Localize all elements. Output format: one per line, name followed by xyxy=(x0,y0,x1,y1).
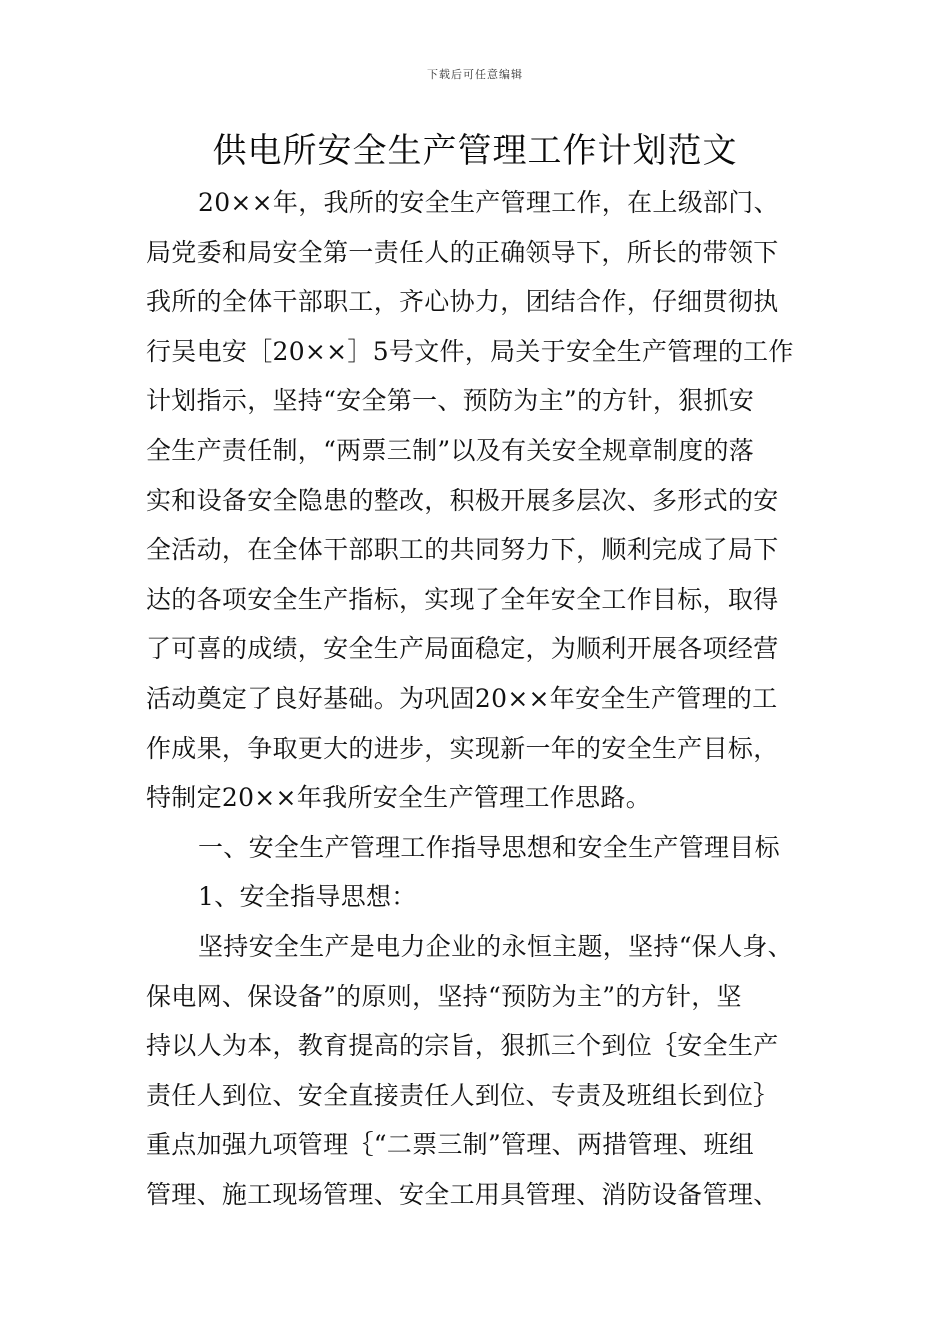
body-line: 20××年，我所的安全生产管理工作，在上级部门、 xyxy=(198,188,779,217)
body-line: 计划指示，坚持“安全第一、预防为主”的方针，狠抓安 xyxy=(146,386,755,416)
body-line: 坚持安全生产是电力企业的永恒主题，坚持“保人身、 xyxy=(198,931,793,961)
body-line: 保电网、保设备”的原则，坚持“预防为主”的方针，坚 xyxy=(146,981,742,1011)
body-line: 持以人为本，教育提高的宗旨，狠抓三个到位｛安全生产 xyxy=(146,1031,779,1061)
body-line: 作成果，争取更大的进步，实现新一年的安全生产目标， xyxy=(146,733,779,763)
body-line: 活动奠定了良好基础。为巩固20××年安全生产管理的工 xyxy=(146,683,778,713)
body-line: 我所的全体干部职工，齐心协力，团结合作，仔细贯彻执 xyxy=(146,287,779,317)
body-line: 全生产责任制，“两票三制”以及有关安全规章制度的落 xyxy=(146,435,755,465)
body-line: 责任人到位、安全直接责任人到位、专责及班组长到位｝ xyxy=(146,1080,779,1110)
body-line: 特制定20××年我所安全生产管理工作思路。 xyxy=(146,783,652,813)
document-title: 供电所安全生产管理工作计划范文 xyxy=(212,131,738,171)
body-line: 达的各项安全生产指标，实现了全年安全工作目标，取得 xyxy=(146,584,779,614)
header-note: 下载后可任意编辑 xyxy=(427,68,523,81)
body-line: 行吴电安［20××］5号文件，局关于安全生产管理的工作 xyxy=(146,336,794,366)
body-line: 重点加强九项管理｛“二票三制”管理、两措管理、班组 xyxy=(146,1130,755,1160)
subsection-heading: 1、安全指导思想： xyxy=(198,882,417,912)
body-line: 管理、施工现场管理、安全工用具管理、消防设备管理、 xyxy=(146,1179,779,1209)
body-line: 局党委和局安全第一责任人的正确领导下，所长的带领下 xyxy=(146,237,779,267)
body-line: 全活动，在全体干部职工的共同努力下，顺利完成了局下 xyxy=(146,535,779,565)
body-line: 了可喜的成绩，安全生产局面稳定，为顺利开展各项经营 xyxy=(146,634,779,664)
body-line: 实和设备安全隐患的整改，积极开展多层次、多形式的安 xyxy=(146,485,779,515)
document-body xyxy=(146,178,816,1219)
section-heading: 一、安全生产管理工作指导思想和安全生产管理目标 xyxy=(198,832,780,862)
